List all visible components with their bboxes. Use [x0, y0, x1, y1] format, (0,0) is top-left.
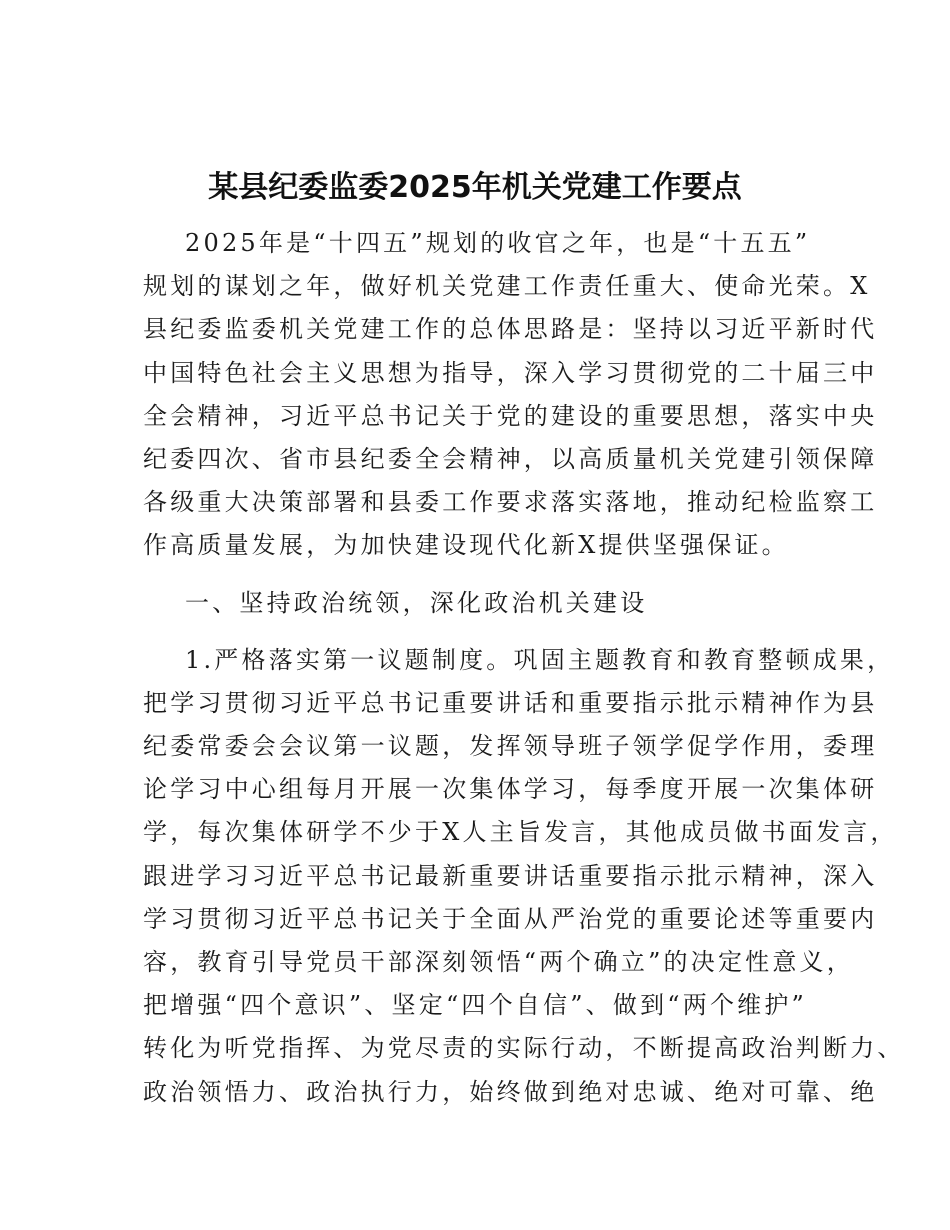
text-line: 作高质量发展，为加快建设现代化新X提供坚强保证。 — [143, 531, 789, 560]
text-line: 纪委四次、省市县纪委全会精神，以高质量机关党建引领保障 — [143, 444, 878, 473]
text-line: 容，教育引导党员干部深刻领悟“两个确立”的决定性意义， — [143, 948, 854, 976]
item-1-paragraph — [143, 639, 905, 1114]
section-heading: 一、坚持政治统领，深化政治机关建设 — [185, 588, 648, 617]
text-line: 学，每次集体研学不少于X人主旨发言，其他成员做书面发言， — [143, 818, 898, 847]
text-line: 把增强“四个意识”、坚定“四个自信”、做到“两个维护” — [143, 991, 808, 1020]
intro-paragraph — [143, 222, 878, 568]
text-line: 政治领悟力、政治执行力，始终做到绝对忠诚、绝对可靠、绝 — [143, 1077, 878, 1106]
text-line: 学习贯彻习近平总书记关于全面从严治党的重要论述等重要内 — [143, 904, 878, 933]
paragraph-gap — [143, 625, 823, 639]
text-line: 把学习贯彻习近平总书记重要讲话和重要指示批示精神作为县 — [143, 688, 878, 717]
text-line: 县纪委监委机关党建工作的总体思路是：坚持以习近平新时代 — [143, 315, 878, 344]
text-line: 跟进学习习近平总书记最新重要讲话重要指示批示精神，深入 — [143, 861, 878, 890]
document-title: 某县纪委监委2025年机关党建工作要点 — [208, 170, 742, 205]
text-line: 1.严格落实第一议题制度。巩固主题教育和教育整顿成果， — [185, 645, 895, 674]
text-line: 论学习中心组每月开展一次集体学习，每季度开展一次集体研 — [143, 775, 878, 804]
text-line: 2025年是“十四五”规划的收官之年，也是“十五五” — [185, 229, 811, 257]
paragraph-gap — [143, 568, 823, 582]
text-line: 各级重大决策部署和县委工作要求落实落地，推动纪检监察工 — [143, 488, 878, 517]
text-line: 规划的谋划之年，做好机关党建工作责任重大、使命光荣。X — [143, 272, 871, 301]
text-line: 全会精神，习近平总书记关于党的建设的重要思想，落实中央 — [143, 401, 878, 430]
text-line: 纪委常委会会议第一议题，发挥领导班子领学促学作用，委理 — [143, 732, 878, 761]
text-line: 中国特色社会主义思想为指导，深入学习贯彻党的二十届三中 — [143, 358, 878, 387]
document-body — [143, 222, 905, 1114]
text-line: 转化为听党指挥、为党尽责的实际行动，不断提高政治判断力、 — [143, 1034, 905, 1063]
